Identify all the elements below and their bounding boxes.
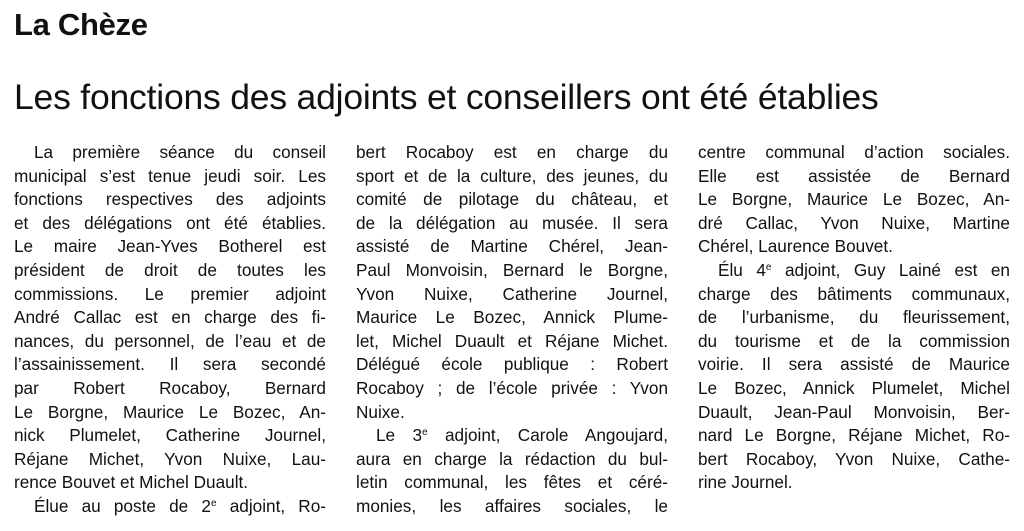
ordinal-superscript: e xyxy=(765,261,772,273)
text-line: nances, du personnel, de l’eau et de xyxy=(14,330,326,351)
paragraph xyxy=(356,141,668,424)
text-line: Paul Monvoisin, Bernard le Borgne, xyxy=(356,259,668,280)
text-line: Le Borgne, Maurice Le Bozec, An- xyxy=(698,189,1010,210)
text-line: assisté de Martine Chérel, Jean- xyxy=(356,236,668,257)
text-line xyxy=(356,424,668,448)
article-headline: Les fonctions des adjoints et conseillers ont été établies xyxy=(14,77,879,117)
text-line: sport et de la culture, des jeunes, du xyxy=(356,165,668,186)
text-line: La première séance du conseil xyxy=(34,142,326,162)
text-line: Chérel, Laurence Bouvet. xyxy=(698,236,893,257)
text-line: charge des bâtiments communaux, xyxy=(698,283,1010,304)
text-line: Nuixe. xyxy=(356,401,405,422)
text-line: Le Bozec, Annick Plumelet, Michel xyxy=(698,377,1010,398)
paragraph xyxy=(14,495,326,519)
paragraph xyxy=(356,424,668,518)
text-line: bert Rocaboy, Yvon Nuixe, Cathe- xyxy=(698,448,1010,469)
text-line xyxy=(698,259,1010,283)
paragraph xyxy=(14,141,326,495)
text-line: bert Rocaboy est en charge du xyxy=(356,142,668,162)
text-line: rine Journel. xyxy=(698,472,793,493)
text-run: adjoint, Guy Lainé est en xyxy=(771,259,1010,280)
ordinal-superscript: e xyxy=(210,497,217,509)
text-line: Réjane Michet, Yvon Nuixe, Lau- xyxy=(14,448,326,469)
text-line: voirie. Il sera assisté de Maurice xyxy=(698,354,1010,375)
text-line: Yvon Nuixe, Catherine Journel, xyxy=(356,283,668,304)
text-line: commissions. Le premier adjoint xyxy=(14,283,326,304)
text-line: Rocaboy ; de l’école privée : Yvon xyxy=(356,377,668,398)
paragraph xyxy=(698,141,1010,259)
text-run: Élue au poste de 2 xyxy=(34,495,211,516)
text-line: président de droit de toutes les xyxy=(14,259,326,280)
text-line: municipal s’est tenue jeudi soir. Les xyxy=(14,165,326,186)
text-line: Le Borgne, Maurice Le Bozec, An- xyxy=(14,401,326,422)
article-column-1 xyxy=(14,141,326,519)
text-line: nard Le Borgne, Réjane Michet, Ro- xyxy=(698,425,1010,446)
text-run: Le 3 xyxy=(376,425,423,446)
text-line: Elle est assistée de Bernard xyxy=(698,165,1010,186)
ordinal-superscript: e xyxy=(422,427,428,439)
text-line: de la délégation au musée. Il sera xyxy=(356,212,668,233)
text-line: aura en charge la rédaction du bul- xyxy=(356,448,668,469)
text-line: Le maire Jean-Yves Botherel est xyxy=(14,236,326,257)
text-line: Maurice Le Bozec, Annick Plume- xyxy=(356,307,668,328)
paragraph xyxy=(698,259,1010,495)
text-run: adjoint, Ro- xyxy=(216,495,326,516)
text-line: André Callac est en charge des fi- xyxy=(14,307,326,328)
text-line: et des délégations ont été établies. xyxy=(14,212,326,233)
text-line: comité de pilotage du château, et xyxy=(356,189,668,210)
article-column-2 xyxy=(356,141,668,519)
text-line: de l’urbanisme, du fleurissement, xyxy=(698,307,1010,328)
text-line xyxy=(14,495,326,519)
text-line: par Robert Rocaboy, Bernard xyxy=(14,377,326,398)
text-line: Délégué école publique : Robert xyxy=(356,354,668,375)
text-line: fonctions respectives des adjoints xyxy=(14,189,326,210)
article-column-3 xyxy=(698,141,1010,495)
text-line: Duault, Jean-Paul Monvoisin, Ber- xyxy=(698,401,1010,422)
text-line: du tourisme et de la commission xyxy=(698,330,1010,351)
text-line: letin communal, les fêtes et céré- xyxy=(356,472,668,493)
text-run: Élu 4 xyxy=(718,259,766,280)
text-line: l’assainissement. Il sera secondé xyxy=(14,354,326,375)
text-line: centre communal d’action sociales. xyxy=(698,142,1010,162)
text-line: let, Michel Duault et Réjane Michet. xyxy=(356,330,668,351)
text-run: adjoint, Carole Angoujard, xyxy=(427,425,668,446)
text-line: dré Callac, Yvon Nuixe, Martine xyxy=(698,212,1010,233)
text-line: rence Bouvet et Michel Duault. xyxy=(14,472,249,493)
text-line: nick Plumelet, Catherine Journel, xyxy=(14,425,326,446)
town-kicker: La Chèze xyxy=(14,7,148,42)
text-line: monies, les affaires sociales, le xyxy=(356,495,668,516)
